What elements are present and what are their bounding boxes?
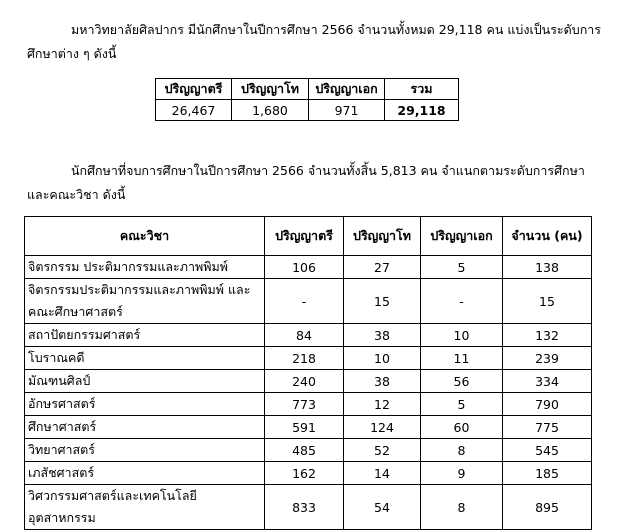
table-row: [25, 347, 592, 370]
faculty-name: วิทยาศาสตร์: [25, 439, 265, 462]
bachelor-count: 84: [265, 324, 344, 347]
doctoral-count: 56: [421, 370, 503, 393]
summary-header-doctoral: ปริญญาเอก: [309, 79, 385, 100]
faculty-name: ศึกษาศาสตร์: [25, 416, 265, 439]
summary-value-master: 1,680: [232, 100, 309, 121]
intro-paragraph: [27, 18, 602, 66]
header-master: ปริญญาโท: [344, 217, 421, 256]
table-row: [25, 324, 592, 347]
master-count: 38: [344, 370, 421, 393]
bachelor-count: 485: [265, 439, 344, 462]
bachelor-count: 240: [265, 370, 344, 393]
table-row: [25, 256, 592, 279]
faculty-name: เภสัชศาสตร์: [25, 462, 265, 485]
graduates-by-faculty-table: [24, 216, 592, 530]
header-bachelor: ปริญญาตรี: [265, 217, 344, 256]
header-faculty: คณะวิชา: [25, 217, 265, 256]
bachelor-count: 833: [265, 485, 344, 530]
graduates-text: นักศึกษาที่จบการศึกษาในปีการศึกษา 2566 จำนวนทั้งสิ้น 5,813 คน จำแนกตามระดับการศึกษาและคณะวิชา ดังนี้: [27, 163, 585, 202]
master-count: 124: [344, 416, 421, 439]
bachelor-count: 162: [265, 462, 344, 485]
summary-value-doctoral: 971: [309, 100, 385, 121]
intro-text: มหาวิทยาลัยศิลปากร มีนักศึกษาในปีการศึกษา 2566 จำนวนทั้งหมด 29,118 คน แบ่งเป็นระดับการศึกษาต่าง ๆ ดังนี้: [27, 22, 601, 61]
faculty-name: อักษรศาสตร์: [25, 393, 265, 416]
summary-value-bachelor: 26,467: [156, 100, 232, 121]
faculty-name: จิตรกรรม ประติมากรรมและภาพพิมพ์: [25, 256, 265, 279]
bachelor-count: -: [265, 279, 344, 324]
student-summary-table: [155, 78, 459, 121]
table-row: [25, 370, 592, 393]
faculty-name: โบราณคดี: [25, 347, 265, 370]
total-count: 334: [503, 370, 592, 393]
bachelor-count: 773: [265, 393, 344, 416]
summary-header-master: ปริญญาโท: [232, 79, 309, 100]
summary-header-bachelor: ปริญญาตรี: [156, 79, 232, 100]
summary-value-row: [156, 100, 459, 121]
faculty-name: สถาปัตยกรรมศาสตร์: [25, 324, 265, 347]
master-count: 12: [344, 393, 421, 416]
bachelor-count: 591: [265, 416, 344, 439]
master-count: 52: [344, 439, 421, 462]
total-count: 138: [503, 256, 592, 279]
summary-value-total: 29,118: [385, 100, 459, 121]
bachelor-count: 218: [265, 347, 344, 370]
table-row: [25, 279, 592, 324]
master-count: 14: [344, 462, 421, 485]
master-count: 38: [344, 324, 421, 347]
table-row: [25, 462, 592, 485]
faculty-header-row: [25, 217, 592, 256]
total-count: 239: [503, 347, 592, 370]
doctoral-count: 9: [421, 462, 503, 485]
summary-header-row: [156, 79, 459, 100]
faculty-name: วิศวกรรมศาสตร์และเทคโนโลยีอุตสาหกรรม: [25, 485, 265, 530]
total-count: 185: [503, 462, 592, 485]
bachelor-count: 106: [265, 256, 344, 279]
total-count: 15: [503, 279, 592, 324]
total-count: 775: [503, 416, 592, 439]
master-count: 27: [344, 256, 421, 279]
total-count: 132: [503, 324, 592, 347]
doctoral-count: 8: [421, 485, 503, 530]
total-count: 790: [503, 393, 592, 416]
faculty-name: มัณฑนศิลป์: [25, 370, 265, 393]
doctoral-count: 11: [421, 347, 503, 370]
faculty-name: จิตรกรรมประติมากรรมและภาพพิมพ์ และคณะศึกษาศาสตร์: [25, 279, 265, 324]
table-row: [25, 439, 592, 462]
doctoral-count: 10: [421, 324, 503, 347]
header-count: จำนวน (คน): [503, 217, 592, 256]
summary-header-total: รวม: [385, 79, 459, 100]
doctoral-count: 5: [421, 256, 503, 279]
doctoral-count: -: [421, 279, 503, 324]
header-doctoral: ปริญญาเอก: [421, 217, 503, 256]
doctoral-count: 8: [421, 439, 503, 462]
master-count: 15: [344, 279, 421, 324]
master-count: 10: [344, 347, 421, 370]
doctoral-count: 5: [421, 393, 503, 416]
total-count: 895: [503, 485, 592, 530]
graduates-paragraph: [27, 159, 602, 207]
total-count: 545: [503, 439, 592, 462]
table-row: [25, 485, 592, 530]
master-count: 54: [344, 485, 421, 530]
table-row: [25, 393, 592, 416]
table-row: [25, 416, 592, 439]
doctoral-count: 60: [421, 416, 503, 439]
